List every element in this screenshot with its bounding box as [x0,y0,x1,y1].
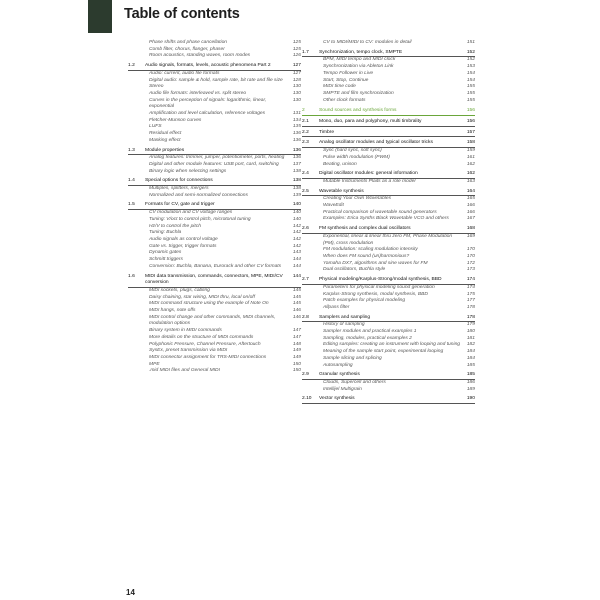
toc-title: MPE [149,361,160,367]
toc-title: Schmitt triggers [149,257,183,263]
toc-number: 1.5 [128,202,135,208]
toc-subentry [302,155,475,162]
toc-number: 1.3 [128,147,135,153]
toc-title: Examples: Erica Synths Black Wavetable VCO and others [323,216,449,222]
toc-title: Karplus-Strong synthesis, modal synthesis, BBD [323,291,428,297]
toc-page: 147 [292,334,301,340]
toc-page: 135 [292,124,301,130]
toc-title: History of sampling [323,322,365,328]
toc-page: 140 [292,216,301,222]
toc-title: CV to MIDI/MIDI to CV: modules in detail [323,40,412,45]
toc-title: Binary system in MIDI commands [149,328,222,334]
toc-page: 178 [466,314,475,320]
toc-title: Exponential, linear & linear thru zero FM, Phase Modulation (PM), cross modulation [323,233,453,246]
toc-title: Gate vs. trigger, trigger formats [149,243,217,249]
toc-page: 165 [466,196,475,202]
toc-title: WaveEdit [323,203,344,209]
toc-right-column [302,40,475,404]
toc-title: .mid MIDI files and General MIDI [149,368,220,374]
toc-page: 150 [292,361,301,367]
toc-page: 147 [292,328,301,334]
toc-subentry [302,387,475,394]
toc-page: 144 [292,263,301,269]
toc-title: Sample slicing and splicing [323,355,382,361]
toc-page: 128 [292,77,301,83]
toc-page: 177 [466,298,475,304]
toc-title: Audio signals as control voltage [149,236,218,242]
toc-subentry [302,363,475,370]
toc-subentry [128,308,301,315]
toc-chapter [302,108,475,116]
toc-subentry [128,138,301,145]
toc-page: 138 [292,168,301,174]
toc-page: 155 [466,97,475,103]
toc-title: SysEx, preset transmission via MIDI [149,348,228,354]
toc-number: 2.1 [302,119,309,125]
toc-subentry [128,288,301,295]
toc-number: 2.9 [302,372,309,378]
toc-page: 184 [466,349,475,355]
toc-title: Hz/V to control the pitch [149,223,201,229]
toc-page: 156 [466,108,475,114]
toc-page: 125 [292,40,301,45]
toc-title: Audio: current, audio file formats [149,70,220,76]
toc-title: LUFS [149,124,162,130]
toc-title: Physical modeling/Karplus-Strong/modal synthesis, BBD [302,277,475,285]
toc-page: 146 [292,308,301,314]
toc-subentry [302,305,475,312]
toc-page: 169 [466,233,475,239]
toc-subentry [128,301,301,308]
toc-subentry [128,162,301,169]
toc-page: 149 [292,348,301,354]
toc-page: 144 [292,257,301,263]
toc-title: Sync (hard sync, soft sync) [323,148,382,154]
toc-subentry [302,298,475,305]
toc-page: 161 [466,154,475,160]
toc-title: Parameters for physical modeling sound generation [323,284,435,290]
toc-title: Synchronization, tempo clock, SMPTE [302,50,475,58]
toc-page: 142 [292,223,301,229]
toc-page: 140 [292,210,301,216]
toc-page: 182 [466,342,475,348]
toc-subentry [302,162,475,169]
toc-title: FM modulation: scaling modulation intensity [323,247,418,253]
toc-page: 137 [292,161,301,167]
toc-page: 157 [466,129,475,135]
toc-page: 138 [292,178,301,184]
toc-page: 130 [292,90,301,96]
toc-left-column [128,40,301,375]
toc-subentry [302,285,475,292]
toc-title: Intellijel Multigrain [323,386,362,392]
toc-title: Vector synthesis [302,396,475,404]
toc-subentry [128,237,301,244]
toc-number: 1.6 [128,273,135,279]
toc-title: Tempo Follower in Live [323,70,374,76]
toc-page: 140 [292,202,301,208]
toc-section [128,274,301,288]
toc-title: MIDI command structure using the example of Note On [149,301,269,307]
toc-page: 174 [466,284,475,290]
toc-title: MIDI sockets, plugs, cabling [149,287,210,293]
toc-subentry [302,247,475,254]
toc-page: 136 [292,155,301,161]
toc-subentry [128,348,301,355]
toc-title: Beating, unison [323,161,357,167]
toc-title: Synchronization via Ableton Link [323,64,394,70]
toc-subentry [128,264,301,271]
toc-title: MIDI connector assignment for TRS-MIDI connections [149,354,267,360]
toc-subentry [128,230,301,237]
toc-page: 134 [292,117,301,123]
toc-page: 126 [292,53,301,59]
toc-title: Wavetable synthesis [302,189,475,197]
toc-title: Allpass filter [323,304,350,310]
toc-subentry [128,169,301,176]
toc-page: 181 [466,335,475,341]
toc-page: 179 [466,322,475,328]
toc-title: Editing samples: creating an instrument with looping and tuning [323,342,461,348]
toc-subentry [128,53,301,60]
toc-number: 1.2 [128,63,135,69]
toc-page: 155 [466,90,475,96]
toc-title: Autosampling [323,362,353,368]
toc-page: 163 [466,178,475,184]
toc-subentry [128,131,301,138]
toc-page: 142 [292,230,301,236]
toc-page: 149 [292,354,301,360]
toc-subentry [128,355,301,362]
toc-page: 127 [292,70,301,76]
toc-title: Room acoustics, standing waves, room modes [149,53,251,59]
toc-subentry [128,210,301,217]
toc-page: 139 [292,192,301,198]
toc-subentry [302,267,475,274]
toc-page: 167 [466,216,475,222]
toc-section [128,63,301,71]
toc-title: Residual effect [149,131,182,137]
toc-page: 130 [292,97,301,103]
toc-title: Daisy chaining, star wiring, MIDI thru, local on/off [149,294,256,300]
toc-subentry [128,71,301,78]
toc-subentry [302,216,475,223]
toc-page: 170 [466,247,475,253]
toc-page: 144 [292,273,301,279]
toc-title: Tuning: V/oct to control pitch, microtonal tuning [149,216,251,222]
toc-page: 186 [466,379,475,385]
toc-page: 150 [292,368,301,374]
toc-page: 152 [466,57,475,63]
toc-title: MIDI hangs, note offs [149,308,196,314]
toc-page: 136 [292,131,301,137]
toc-page: 136 [292,137,301,143]
toc-subentry [128,155,301,162]
toc-subentry [128,84,301,91]
toc-title: Audio file formats: interleaved vs. split stereo [149,90,247,96]
toc-title: MIDI data transmission, commands, connectors, MPE, MIDI/CV conversion [128,274,301,288]
toc-title: MIDI control change and other commands, MIDI channels, modulation options [149,314,276,327]
toc-number: 2.6 [302,226,309,232]
toc-number: 2.4 [302,171,309,177]
toc-subentry [128,186,301,193]
toc-subentry [302,234,475,247]
toc-subentry [128,328,301,335]
toc-title: Normalized and semi-normalized connections [149,192,248,198]
corner-tab [88,0,112,33]
toc-subentry [302,349,475,356]
toc-subentry [128,335,301,342]
toc-title: Multiples, splitters, mergers [149,186,209,192]
toc-title: Other clock formats [323,97,366,103]
toc-subentry [302,322,475,329]
toc-title: Granular synthesis [302,372,475,380]
toc-number: 2.5 [302,188,309,194]
toc-page: 162 [466,171,475,177]
toc-subentry [128,40,301,47]
toc-page: 153 [466,64,475,70]
toc-title: Practical comparison of wavetable sound generators [323,209,437,215]
toc-page: 166 [466,203,475,209]
toc-section [302,277,475,285]
toc-title: More details on the structure of MIDI commands [149,334,254,340]
toc-title: Fletcher-Munson curves [149,117,202,123]
toc-title: Digital and other module features: USB port, card, switching [149,161,279,167]
toc-title: BPM, MIDI tempo and MIDI clock [323,57,396,63]
toc-subentry [128,98,301,111]
toc-subentry [302,64,475,71]
toc-page: 164 [466,188,475,194]
toc-section [302,226,475,234]
page-number: 14 [126,588,135,597]
toc-page: 145 [292,294,301,300]
toc-title: Module properties [128,148,301,156]
toc-number: 1.7 [302,49,309,55]
toc-subentry [302,254,475,261]
toc-title: Mono, duo, para and polyphony, multi timbrality [302,119,475,127]
toc-page: 156 [466,119,475,125]
toc-title: Tuning: Buchla [149,230,182,236]
toc-page: 142 [292,243,301,249]
toc-title: Dynamic gates [149,250,182,256]
toc-title: Sampling, modules, practical examples 2 [323,335,412,341]
page-title: Table of contents [124,6,240,22]
toc-subentry [128,91,301,98]
toc-title: Yamaha DX7, algorithms and sine waves for FM [323,260,428,266]
toc-title: Digital audio: sample & hold, sample rate, bit rate and file size [149,77,283,83]
toc-subentry [302,380,475,387]
toc-page: 154 [466,70,475,76]
toc-page: 178 [466,304,475,310]
toc-title: Timbre [302,130,475,138]
toc-page: 172 [466,260,475,266]
toc-title: Analog features: trimmer, jumper, potentiometer, ports, heating [149,155,285,161]
toc-page: 136 [292,147,301,153]
toc-subentry [302,40,475,47]
toc-page: 184 [466,355,475,361]
toc-title: Amplification and level calculation, reference voltages [149,111,266,117]
toc-page: 166 [466,209,475,215]
toc-title: Clouds, Supercell and others [323,379,386,385]
toc-page: 180 [466,329,475,335]
toc-title: Phase shifts and phase cancellation [149,40,228,45]
toc-page: 158 [466,140,475,146]
toc-subentry [302,329,475,336]
toc-title: Formats for CV, gate and trigger [128,202,301,210]
toc-page: 152 [466,49,475,55]
toc-title: Patch examples for physical modeling [323,298,406,304]
toc-subentry [128,315,301,328]
toc-title: Polyphonic Pressure, Channel Pressure, Aftertouch [149,341,261,347]
toc-title: CV modulation and CV voltage ranges [149,210,233,216]
toc-subentry [128,257,301,264]
toc-title: Start, Stop, Continue [323,77,369,83]
toc-title: Comb filter, chorus, flanger, phaser [149,46,225,52]
toc-number: 2.10 [302,396,312,402]
toc-title: Dual oscillators, Buchla style [323,267,386,273]
toc-title: Sampler modules and practical examples 1 [323,329,417,335]
toc-page: 145 [292,287,301,293]
toc-title: Creating Your Own Wavetables [323,196,392,202]
toc-subentry [302,91,475,98]
toc-section [302,130,475,138]
toc-title: Binary logic when selecting settings [149,168,227,174]
toc-page: 189 [466,386,475,392]
toc-page: 130 [292,84,301,90]
toc-page: 185 [466,362,475,368]
toc-subentry [128,368,301,375]
toc-page: 145 [292,301,301,307]
toc-page: 143 [292,250,301,256]
toc-subentry [128,217,301,224]
toc-page: 127 [292,63,301,69]
toc-title: Curves in the perception of signals: logarithmic, linear, exponential [149,97,267,110]
toc-subentry [128,193,301,200]
toc-page: 131 [292,111,301,117]
toc-number: 1.4 [128,178,135,184]
toc-subentry [302,71,475,78]
toc-title: Pulse width modulation (PWM) [323,154,390,160]
toc-title: MIDI time code [323,84,356,90]
toc-subentry [302,356,475,363]
toc-page: 168 [466,226,475,232]
toc-title: Meaning of the sample start point, experimental looping [323,349,444,355]
toc-title: Samplers and sampling [302,315,475,323]
toc-title: Stereo [149,84,164,90]
toc-page: 174 [466,277,475,283]
toc-title: Mutable Instruments Plaits as a role model [323,178,416,184]
toc-page: 159 [466,148,475,154]
toc-page: 185 [466,372,475,378]
toc-title: Special options for connections [128,178,301,186]
toc-subentry [302,179,475,186]
toc-number: 2.8 [302,314,309,320]
toc-section [302,372,475,380]
toc-title: Digital oscillator modules: general information [302,171,475,179]
toc-section [128,178,301,186]
toc-section [302,171,475,179]
toc-title: Conversion: Buchla, Banana, Eurorack and other CV formats [149,263,282,269]
toc-page: 148 [292,341,301,347]
toc-title: When does FM sound (un)harmonious? [323,253,410,259]
toc-page: 175 [466,291,475,297]
toc-subentry [302,148,475,155]
toc-section [302,119,475,127]
toc-subentry [302,84,475,91]
toc-number: 2 [302,108,305,114]
toc-page: 138 [292,186,301,192]
toc-page: 190 [466,396,475,402]
toc-subentry [302,203,475,210]
toc-title: Analog oscillator modules and typical oscillator tricks [302,140,475,148]
toc-page: 125 [292,46,301,52]
toc-section [302,140,475,148]
toc-page: 173 [466,267,475,273]
toc-page: 162 [466,161,475,167]
toc-number: 2.7 [302,277,309,283]
toc-number: 2.2 [302,129,309,135]
toc-page: 146 [292,314,301,320]
toc-page: 170 [466,253,475,259]
toc-title: Masking effect [149,137,181,143]
toc-number: 2.3 [302,140,309,146]
toc-page: 142 [292,236,301,242]
toc-page: 155 [466,84,475,90]
toc-section [302,396,475,404]
toc-subentry [128,111,301,118]
toc-page: 154 [466,77,475,83]
toc-title: FM synthesis and complex dual oscillators [302,226,475,234]
toc-page: 151 [466,40,475,45]
toc-title: Sound sources and synthesis forms [302,108,475,116]
toc-subentry [302,98,475,105]
toc-title: Audio signals, formats, levels, acoustic phenomena Part 2 [128,63,301,71]
toc-title: SMPTE and film synchronization [323,90,394,96]
